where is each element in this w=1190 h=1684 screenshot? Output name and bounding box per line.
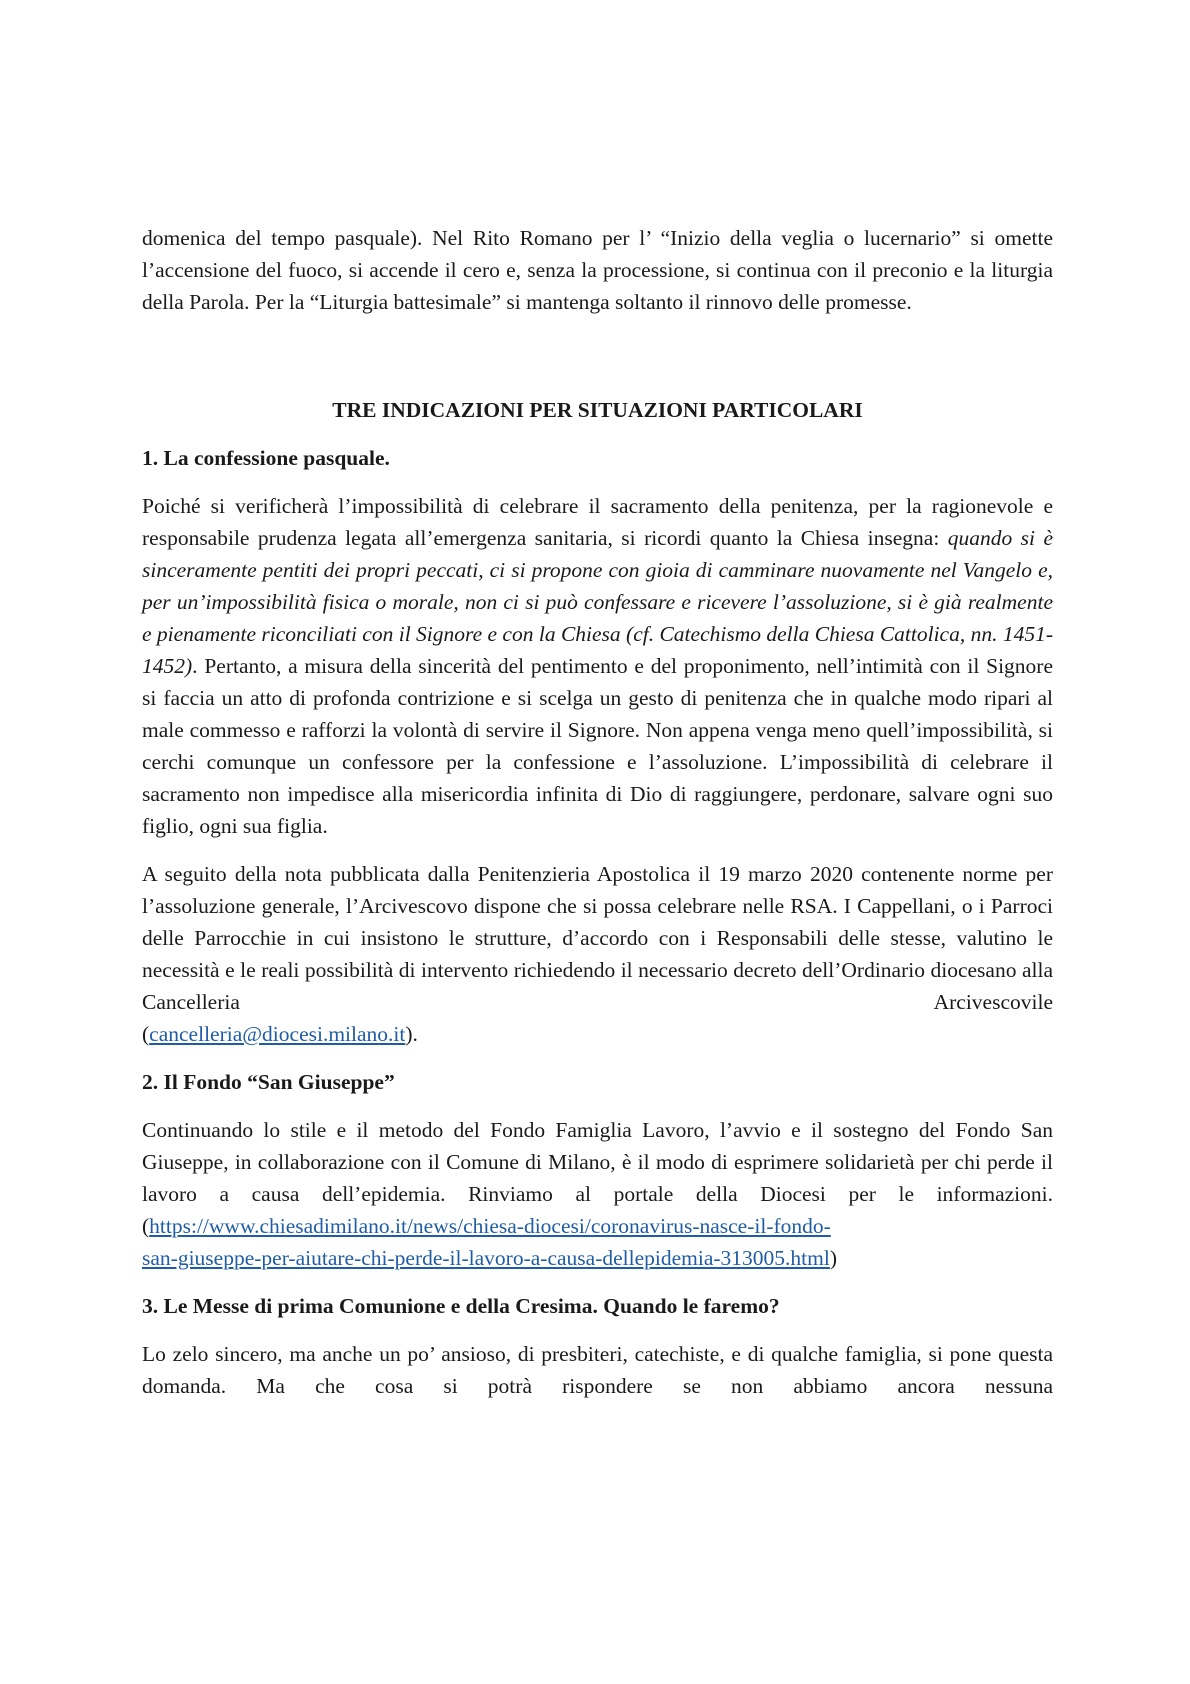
cancelleria-email-link[interactable]: cancelleria@diocesi.milano.it [149,1022,406,1046]
section-1-paragraph-1 [142,490,1053,842]
section-3-paragraph: Lo zelo sincero, ma anche un po’ ansioso, di presbiteri, catechiste, e di qualche famiglia, si pone questa domanda. Ma che cosa si potrà rispondere se non abbiamo ancora nessuna [142,1342,1053,1398]
intro-paragraph: domenica del tempo pasquale). Nel Rito Romano per l’ “Inizio della veglia o lucernario” si omette l’accensione del fuoco, si accende il cero e, senza la processione, si continua con il preconio e la liturgia della Parola. Per la “Liturgia battesimale” si mantenga soltanto il rinnovo delle promesse. [142,226,1053,314]
link-line-1: https://www.chiesadimilano.it/news/chiesa-diocesi/coronavirus-nasce-il-fondo- [149,1214,831,1238]
section-1-paragraph-2 [142,858,1053,1018]
section-1-title: 1. La confessione pasquale. [142,446,390,470]
section-2-paragraph [142,1114,1053,1274]
link-line-2: san-giuseppe-per-aiutare-chi-perde-il-lavoro-a-causa-dellepidemia-313005.html [142,1246,830,1270]
paren-close: ). [405,1022,418,1046]
section-1-p1-italic-quote: quando si è sinceramente pentiti dei propri peccati, ci si propone con gioia di camminare nuovamente nel Vangelo e, per un’impossibilità fisica o morale, non ci si può confessare e ricevere l’assoluzione, si è già realmente e pienamente riconciliati con il Signore e con la Chiesa (cf. Catechismo della Chiesa Cattolica, nn. 1451-1452) [142,526,1054,678]
document-page [142,222,1053,1402]
section-1-p1-text-a: Poiché si verificherà l’impossibilità di celebrare il sacramento della penitenza, per la ragionevole e responsabile prudenza legata all’emergenza sanitaria, si ricordi quanto la Chiesa insegna: [142,494,1053,550]
section-2-text: Continuando lo stile e il metodo del Fondo Famiglia Lavoro, l’avvio e il sostegno del Fondo San Giuseppe, in collaborazione con il Comune di Milano, è il modo di esprimere solidarietà per chi perde il lavoro a causa dell’epidemia. Rinviamo al portale della Diocesi per le informazioni. ( [142,1118,1053,1238]
paren-open: ( [142,1022,150,1046]
paren-close-2: ) [829,1246,838,1270]
fondo-san-giuseppe-link[interactable] [142,1214,831,1270]
section-1-paragraph-2-end [142,1018,1053,1050]
main-heading: TRE INDICAZIONI PER SITUAZIONI PARTICOLARI [332,398,863,422]
section-3-title: 3. Le Messe di prima Comunione e della Cresima. Quando le faremo? [142,1294,780,1318]
section-2-title: 2. Il Fondo “San Giuseppe” [142,1070,395,1094]
section-1-p1-text-b: . Pertanto, a misura della sincerità del pentimento e del proponimento, nell’intimità con il Signore si faccia un atto di profonda contrizione e si scelga un gesto di penitenza che in qualche modo ripari al male commesso e rafforzi la volontà di servire il Signore. Non appena venga meno quell’impossibilità, si cerchi comunque un confessore per la confessione e l’assoluzione. L’impossibilità di celebrare il sacramento non impedisce alla misericordia infinita di Dio di raggiungere, perdonare, salvare ogni suo figlio, ogni sua figlia. [142,654,1053,838]
section-1-p2-text: A seguito della nota pubblicata dalla Penitenzieria Apostolica il 19 marzo 2020 contenente norme per l’assoluzione generale, l’Arcivescovo dispone che si possa celebrare nelle RSA. I Cappellani, o i Parroci delle Parrocchie in cui insistono le strutture, d’accordo con i Responsabili delle stesse, valutino le necessità e le reali possibilità di intervento richiedendo il necessario decreto dell’Ordinario diocesano alla Cancelleria Arcivescovile [142,862,1053,1014]
